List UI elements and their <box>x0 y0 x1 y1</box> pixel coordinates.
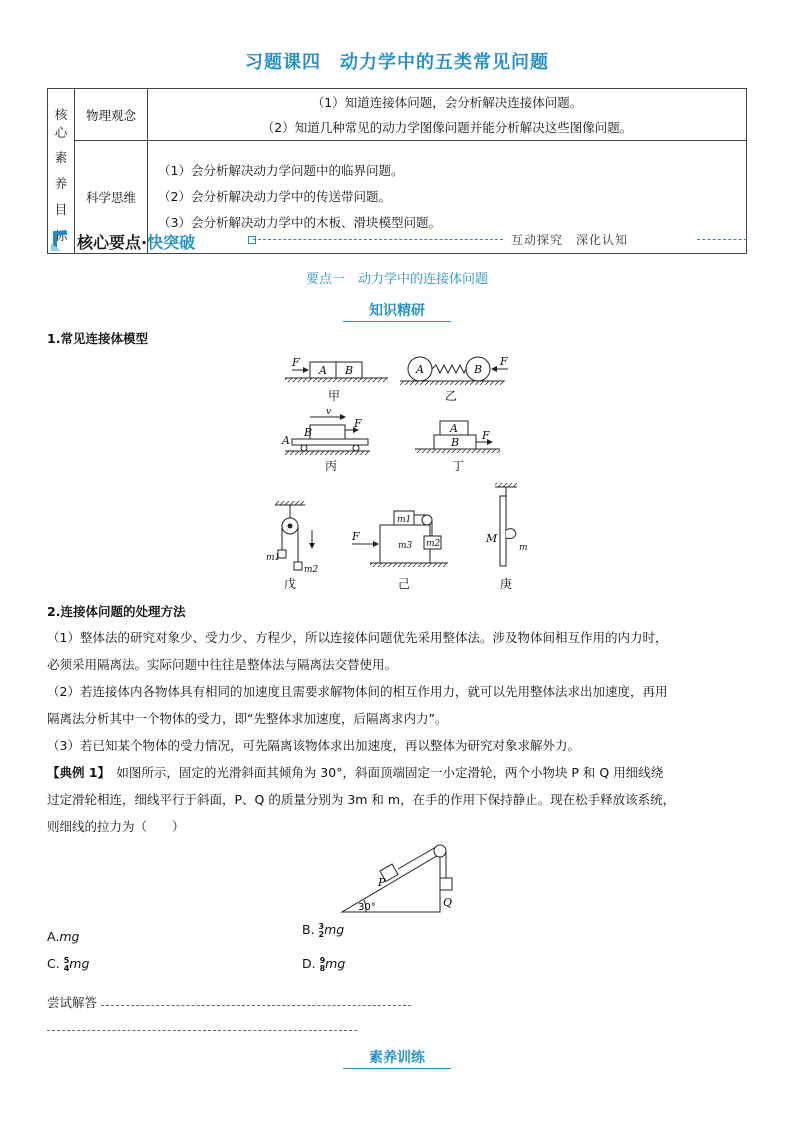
fig-label-bing: 丙 <box>325 459 338 473</box>
fig-label-ji: 己 <box>398 577 411 591</box>
badge-training: 素养训练 <box>337 1047 457 1067</box>
goal-physics-item-1: （1）知道连接体问题，会分析解决连接体问题。 <box>148 89 747 115</box>
goal-thinking-items: （1）会分析解决动力学问题中的临界问题。 （2）会分析解决动力学中的传送带问题。 （3）会分析解决动力学中的木板、滑块模型问题。 <box>148 141 747 254</box>
fig-bing-velocity: v <box>326 407 332 417</box>
methods-paragraphs <box>47 624 757 840</box>
answer-label: 尝试解答 <box>47 995 98 1010</box>
section-corner-icon <box>47 227 73 255</box>
fig-ding-block-a: A <box>450 422 458 435</box>
fig-yi-force-label: F <box>500 355 508 368</box>
page-title: 习题课四 动力学中的五类常见问题 <box>245 52 549 73</box>
incline-figure <box>340 840 470 916</box>
heading-models: 1.常见连接体模型 <box>47 331 148 346</box>
incline-block-p: P <box>378 876 386 889</box>
fig-bing-board-a: A <box>282 434 290 447</box>
option-c[interactable]: C. 5 4mg <box>47 955 90 973</box>
fig-label-ding: 丁 <box>452 459 465 473</box>
fig-ji-m2: m2 <box>426 539 441 549</box>
fig-label-geng: 庚 <box>500 577 513 591</box>
section-header <box>47 227 747 257</box>
section-title: 核心要点·快突破 <box>77 233 196 252</box>
option-b[interactable]: B. 3 2mg <box>302 921 345 939</box>
fig-yi-ball-a: A <box>416 363 424 376</box>
option-a[interactable]: A.mg <box>47 929 80 944</box>
incline-angle-label: 30° <box>358 902 376 913</box>
fig-bing-block-b: B <box>304 426 313 439</box>
heading-methods: 2.连接体问题的处理方法 <box>47 604 186 619</box>
connected-body-figures <box>266 350 530 591</box>
method-para-3: （3）若已知某个物体的受力情况，可先隔离该物体求出加速度，再以整体为研究对象求解外力。 <box>47 738 580 753</box>
example-problem: 【典例 1】 如图所示，固定的光滑斜面其倾角为 30°，斜面顶端固定一小定滑轮，两个小物块 P 和 Q 用细线绕 <box>47 765 664 780</box>
section-subtitle: 互动探究 深化认知 <box>511 233 629 247</box>
fig-jia-block-b: B <box>345 364 354 377</box>
fig-wu-m1: m1 <box>266 553 281 563</box>
fig-bing-force-label: F <box>354 417 362 430</box>
fig-geng-pole-m: M <box>486 532 498 545</box>
incline-block-q: Q <box>443 896 453 909</box>
subsection-title: 要点一 动力学中的连接体问题 <box>305 272 488 287</box>
badge-knowledge: 知识精研 <box>337 300 457 320</box>
fig-wu-m2: m2 <box>304 565 319 575</box>
fig-ji-m1: m1 <box>397 515 412 525</box>
fig-ji-m3: m3 <box>398 541 413 551</box>
fig-jia-force-label: F <box>292 356 300 369</box>
goal-physics-item-2: （2）知道几种常见的动力学图像问题并能分析解决这些图像问题。 <box>148 115 747 141</box>
fig-ding-block-b: B <box>451 436 460 449</box>
square-bullet-icon <box>248 236 256 244</box>
answer-line-1[interactable] <box>101 1005 411 1006</box>
example-text-2: 过定滑轮相连，细线平行于斜面，P、Q 的质量分别为 3m 和 m，在手的作用下保持静止。现在松手释放该系统， <box>47 792 676 807</box>
fig-ding-force-label: F <box>482 429 490 442</box>
example-text-3: 则细线的拉力为（ ） <box>47 819 185 834</box>
fig-geng-ring-m: m <box>519 543 528 553</box>
fig-ji-force-label: F <box>352 530 360 543</box>
answer-line-2[interactable] <box>47 1030 357 1031</box>
goal-label-literacy: 素养 目 <box>48 141 75 254</box>
goal-scientific-thinking: 科学思维 <box>75 141 148 254</box>
fig-yi-ball-b: B <box>474 363 483 376</box>
goal-physics-concept: 物理观念 <box>75 89 148 141</box>
fig-label-jia: 甲 <box>328 389 341 403</box>
option-d[interactable]: D. 9 8mg <box>302 955 346 973</box>
method-para-2: （2）若连接体内各物体具有相同的加速度且需要求解物体间的相互作用力，就可以先用整体法求出加速度，再用 <box>47 684 668 699</box>
fig-label-yi: 乙 <box>445 389 458 403</box>
goal-label-core: 核心 <box>48 89 75 141</box>
method-para-2b: 隔离法分析其中一个物体的受力，即“先整体求加速度，后隔离求内力”。 <box>47 711 448 726</box>
method-para-1b: 必须采用隔离法。实际问题中往往是整体法与隔离法交替使用。 <box>47 657 398 672</box>
fig-jia-block-a: A <box>319 364 327 377</box>
fig-label-wu: 戊 <box>284 577 297 591</box>
method-para-1: （1）整体法的研究对象少、受力少、方程少，所以连接体问题优先采用整体法。涉及物体间相互作用的内力时， <box>47 630 668 645</box>
